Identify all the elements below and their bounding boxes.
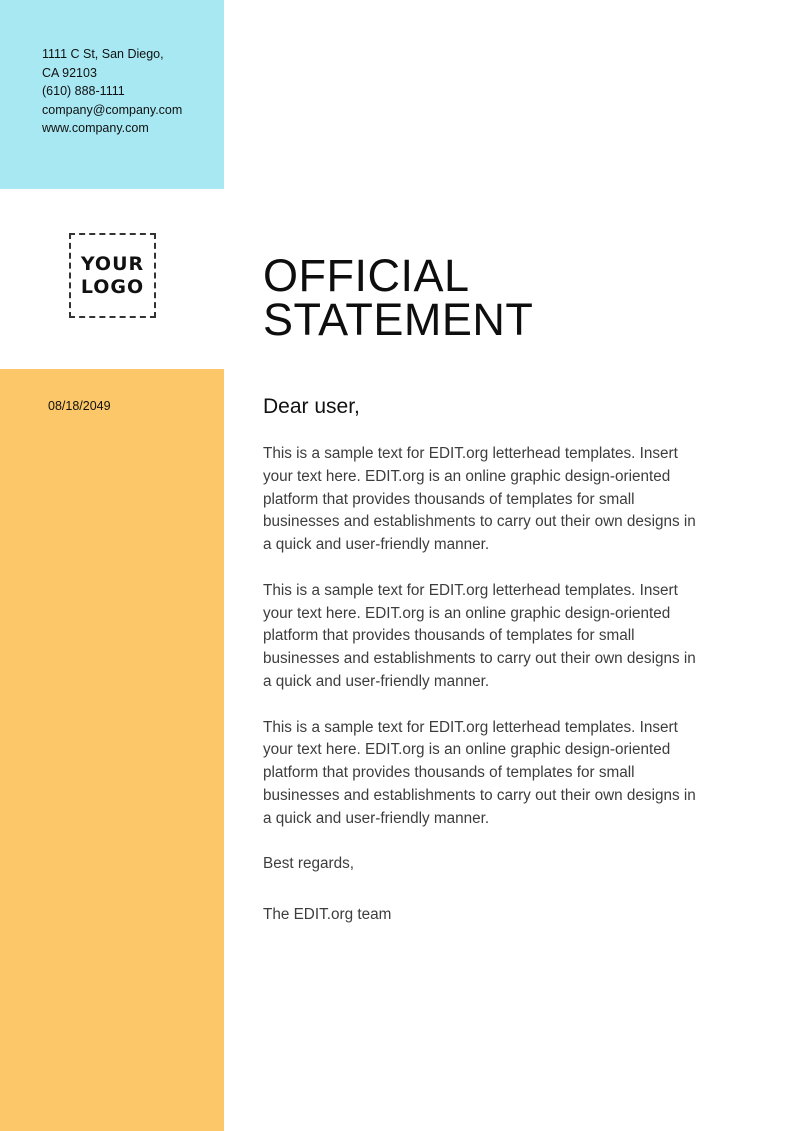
contact-website: www.company.com: [42, 121, 149, 136]
paragraph-line: your text here. EDIT.org is an online graphic design-oriented: [263, 467, 671, 485]
contact-phone: (610) 888-1111: [42, 84, 125, 99]
paragraph-line: businesses and establishments to carry out their own designs in: [263, 786, 696, 804]
letter-body: [263, 393, 753, 927]
contact-address-line1: 1111 C St, San Diego,: [42, 47, 164, 61]
title-line2: STATEMENT: [263, 294, 534, 345]
letter-signature: The EDIT.org team: [263, 906, 392, 924]
paragraph-line: businesses and establishments to carry out their own designs in: [263, 513, 696, 531]
paragraph-line: platform that provides thousands of templates for small: [263, 490, 635, 508]
contact-email: company@company.com: [42, 102, 183, 117]
contact-info: [42, 45, 182, 138]
paragraph-line: a quick and user-friendly manner.: [263, 809, 490, 827]
paragraph-line: businesses and establishments to carry out their own designs in: [263, 650, 696, 668]
page-title: [263, 250, 534, 345]
paragraph-line: This is a sample text for EDIT.org letterhead templates. Insert: [263, 718, 678, 736]
logo-text-line1: YOUR: [80, 252, 145, 275]
title-line1: OFFICIAL: [263, 250, 470, 301]
paragraph-line: your text here. EDIT.org is an online graphic design-oriented: [263, 741, 671, 759]
letter-greeting: Dear user,: [263, 395, 360, 418]
letter-paragraph: [263, 580, 753, 694]
logo-text-line2: LOGO: [80, 275, 145, 298]
contact-address-line2: CA 92103: [42, 65, 97, 80]
paragraph-line: a quick and user-friendly manner.: [263, 536, 490, 554]
paragraph-line: platform that provides thousands of templates for small: [263, 627, 635, 645]
sidebar-color-block: [0, 369, 224, 1131]
letter-date: 08/18/2049: [48, 399, 111, 413]
paragraph-line: platform that provides thousands of templates for small: [263, 764, 635, 782]
letter-paragraph: [263, 717, 753, 831]
paragraph-line: This is a sample text for EDIT.org letterhead templates. Insert: [263, 445, 678, 462]
paragraph-line: your text here. EDIT.org is an online graphic design-oriented: [263, 604, 671, 622]
letter-closing: Best regards,: [263, 855, 354, 873]
paragraph-line: This is a sample text for EDIT.org letterhead templates. Insert: [263, 581, 678, 599]
logo-placeholder: [69, 233, 156, 318]
paragraph-line: a quick and user-friendly manner.: [263, 672, 490, 690]
letter-paragraph: [263, 443, 753, 557]
